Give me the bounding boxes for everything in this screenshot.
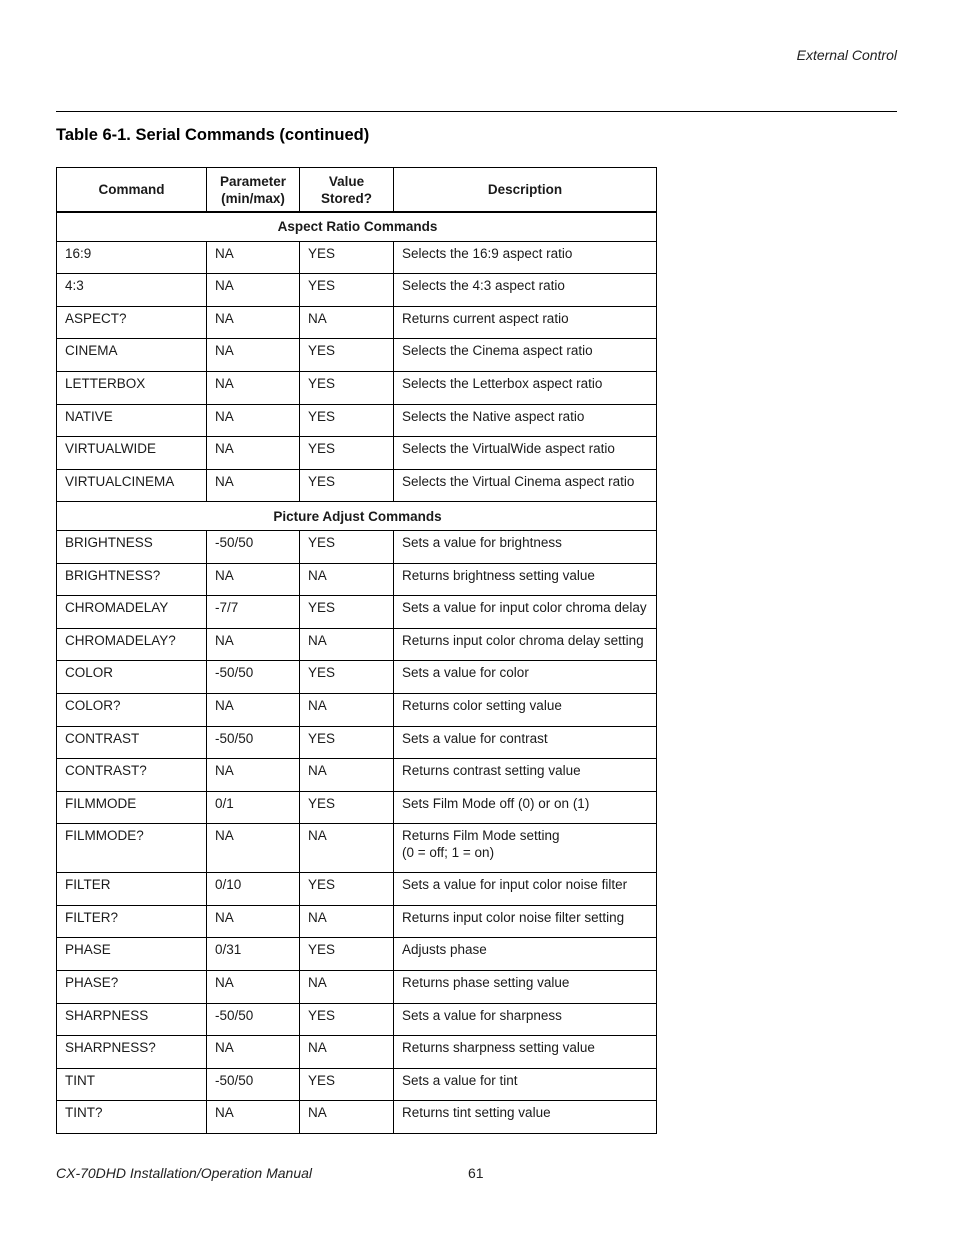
cell-parameter: -50/50 bbox=[207, 726, 300, 759]
cell-command: CONTRAST bbox=[57, 726, 207, 759]
table-row bbox=[57, 1068, 657, 1101]
cell-description bbox=[394, 339, 657, 372]
cell-value-stored: YES bbox=[300, 938, 394, 971]
cell-description bbox=[394, 873, 657, 906]
description-text: Selects the Cinema aspect ratio bbox=[402, 343, 593, 359]
cell-parameter: NA bbox=[207, 404, 300, 437]
description-text: Sets a value for input color noise filter bbox=[402, 877, 628, 893]
description-text: Returns brightness setting value bbox=[402, 567, 595, 583]
cell-command: SHARPNESS bbox=[57, 1003, 207, 1036]
table-row bbox=[57, 693, 657, 726]
cell-command: PHASE bbox=[57, 938, 207, 971]
column-header-command: Command bbox=[57, 168, 207, 213]
description-text: Sets a value for sharpness bbox=[402, 1007, 562, 1023]
cell-command: VIRTUALCINEMA bbox=[57, 469, 207, 502]
column-header-parameter bbox=[207, 168, 300, 213]
cell-description bbox=[394, 726, 657, 759]
cell-description bbox=[394, 469, 657, 502]
cell-parameter: -7/7 bbox=[207, 596, 300, 629]
cell-command: CINEMA bbox=[57, 339, 207, 372]
description-text-line2: (0 = off; 1 = on) bbox=[402, 845, 495, 861]
cell-value-stored: YES bbox=[300, 371, 394, 404]
cell-description bbox=[394, 306, 657, 339]
description-text: Sets a value for input color chroma delay bbox=[402, 600, 647, 616]
description-text: Returns input color chroma delay setting bbox=[402, 632, 644, 648]
cell-description bbox=[394, 1101, 657, 1134]
description-text: Selects the 4:3 aspect ratio bbox=[402, 278, 565, 294]
cell-value-stored: YES bbox=[300, 726, 394, 759]
cell-command: TINT? bbox=[57, 1101, 207, 1134]
cell-command: FILTER? bbox=[57, 905, 207, 938]
cell-parameter: NA bbox=[207, 563, 300, 596]
cell-description bbox=[394, 371, 657, 404]
description-text: Sets Film Mode off (0) or on (1) bbox=[402, 795, 590, 811]
cell-value-stored: NA bbox=[300, 905, 394, 938]
table-row bbox=[57, 1003, 657, 1036]
table-row bbox=[57, 596, 657, 629]
cell-value-stored: YES bbox=[300, 274, 394, 307]
cell-description bbox=[394, 824, 657, 873]
cell-description bbox=[394, 971, 657, 1004]
cell-value-stored: NA bbox=[300, 1101, 394, 1134]
section-header-row bbox=[57, 212, 657, 241]
cell-value-stored: YES bbox=[300, 873, 394, 906]
cell-value-stored: YES bbox=[300, 404, 394, 437]
cell-command: COLOR? bbox=[57, 693, 207, 726]
cell-value-stored: YES bbox=[300, 1003, 394, 1036]
cell-description bbox=[394, 628, 657, 661]
cell-command: BRIGHTNESS? bbox=[57, 563, 207, 596]
cell-value-stored: YES bbox=[300, 241, 394, 274]
table-title: Table 6-1. Serial Commands (continued) bbox=[56, 126, 370, 144]
cell-description bbox=[394, 241, 657, 274]
cell-parameter: NA bbox=[207, 824, 300, 873]
description-text: Returns Film Mode setting bbox=[402, 828, 560, 844]
cell-description bbox=[394, 437, 657, 470]
table-row bbox=[57, 938, 657, 971]
description-text: Sets a value for brightness bbox=[402, 534, 562, 550]
cell-description bbox=[394, 563, 657, 596]
table-row bbox=[57, 661, 657, 694]
cell-parameter: NA bbox=[207, 241, 300, 274]
description-text: Returns tint setting value bbox=[402, 1105, 551, 1121]
table-row bbox=[57, 824, 657, 873]
table-row bbox=[57, 1101, 657, 1134]
page-number: 61 bbox=[468, 1165, 484, 1181]
column-header-value-stored bbox=[300, 168, 394, 213]
cell-command: TINT bbox=[57, 1068, 207, 1101]
section-title: Picture Adjust Commands bbox=[57, 502, 657, 531]
cell-command: PHASE? bbox=[57, 971, 207, 1004]
cell-value-stored: NA bbox=[300, 563, 394, 596]
cell-description bbox=[394, 530, 657, 563]
column-header-parameter-line2: (min/max) bbox=[221, 190, 285, 206]
cell-parameter: -50/50 bbox=[207, 1068, 300, 1101]
cell-value-stored: NA bbox=[300, 759, 394, 792]
table-row bbox=[57, 371, 657, 404]
table-row bbox=[57, 905, 657, 938]
cell-parameter: 0/1 bbox=[207, 791, 300, 824]
cell-description bbox=[394, 1003, 657, 1036]
table-row bbox=[57, 306, 657, 339]
cell-parameter: NA bbox=[207, 1101, 300, 1134]
cell-description bbox=[394, 661, 657, 694]
table-row bbox=[57, 339, 657, 372]
cell-description bbox=[394, 596, 657, 629]
cell-command: COLOR bbox=[57, 661, 207, 694]
table-row bbox=[57, 274, 657, 307]
cell-value-stored: NA bbox=[300, 306, 394, 339]
cell-value-stored: NA bbox=[300, 693, 394, 726]
cell-value-stored: YES bbox=[300, 437, 394, 470]
column-header-value-line2: Stored? bbox=[320, 190, 372, 206]
cell-command: SHARPNESS? bbox=[57, 1036, 207, 1069]
table-row bbox=[57, 791, 657, 824]
cell-command: NATIVE bbox=[57, 404, 207, 437]
table-row bbox=[57, 469, 657, 502]
header-divider bbox=[56, 111, 897, 112]
description-text: Selects the Letterbox aspect ratio bbox=[402, 375, 603, 391]
cell-command: CHROMADELAY? bbox=[57, 628, 207, 661]
table-row bbox=[57, 759, 657, 792]
description-text: Returns color setting value bbox=[402, 697, 562, 713]
cell-description bbox=[394, 404, 657, 437]
description-text: Returns input color noise filter setting bbox=[402, 909, 625, 925]
table-row bbox=[57, 241, 657, 274]
cell-description bbox=[394, 938, 657, 971]
running-header: External Control bbox=[796, 47, 897, 63]
serial-commands-table bbox=[56, 167, 657, 1134]
description-text: Selects the VirtualWide aspect ratio bbox=[402, 441, 615, 457]
table-row bbox=[57, 726, 657, 759]
cell-description bbox=[394, 1068, 657, 1101]
table-row bbox=[57, 404, 657, 437]
cell-parameter: NA bbox=[207, 274, 300, 307]
cell-parameter: NA bbox=[207, 306, 300, 339]
cell-value-stored: NA bbox=[300, 824, 394, 873]
cell-description bbox=[394, 791, 657, 824]
cell-description bbox=[394, 1036, 657, 1069]
cell-description bbox=[394, 759, 657, 792]
cell-parameter: NA bbox=[207, 693, 300, 726]
cell-parameter: NA bbox=[207, 1036, 300, 1069]
cell-parameter: NA bbox=[207, 971, 300, 1004]
description-text: Returns phase setting value bbox=[402, 975, 570, 991]
cell-command: 16:9 bbox=[57, 241, 207, 274]
description-text: Returns current aspect ratio bbox=[402, 310, 569, 326]
cell-parameter: NA bbox=[207, 437, 300, 470]
cell-command: LETTERBOX bbox=[57, 371, 207, 404]
cell-parameter: NA bbox=[207, 759, 300, 792]
description-text: Sets a value for color bbox=[402, 665, 529, 681]
cell-value-stored: NA bbox=[300, 971, 394, 1004]
cell-parameter: 0/10 bbox=[207, 873, 300, 906]
table-body bbox=[57, 212, 657, 1134]
column-header-value-line1: Value bbox=[328, 173, 365, 189]
cell-command: ASPECT? bbox=[57, 306, 207, 339]
cell-command: BRIGHTNESS bbox=[57, 530, 207, 563]
description-text: Selects the Virtual Cinema aspect ratio bbox=[402, 473, 635, 489]
description-text: Sets a value for contrast bbox=[402, 730, 548, 746]
cell-value-stored: YES bbox=[300, 1068, 394, 1101]
cell-command: VIRTUALWIDE bbox=[57, 437, 207, 470]
cell-command: 4:3 bbox=[57, 274, 207, 307]
cell-parameter: -50/50 bbox=[207, 661, 300, 694]
description-text: Selects the Native aspect ratio bbox=[402, 408, 585, 424]
section-header-row bbox=[57, 502, 657, 531]
cell-description bbox=[394, 274, 657, 307]
cell-value-stored: YES bbox=[300, 339, 394, 372]
cell-command: CONTRAST? bbox=[57, 759, 207, 792]
cell-command: FILMMODE? bbox=[57, 824, 207, 873]
table-header-row bbox=[57, 168, 657, 213]
cell-command: FILTER bbox=[57, 873, 207, 906]
cell-value-stored: YES bbox=[300, 791, 394, 824]
section-title: Aspect Ratio Commands bbox=[57, 212, 657, 241]
table-row bbox=[57, 437, 657, 470]
cell-value-stored: YES bbox=[300, 661, 394, 694]
column-header-description: Description bbox=[394, 168, 657, 213]
table-row bbox=[57, 1036, 657, 1069]
cell-value-stored: YES bbox=[300, 530, 394, 563]
cell-description bbox=[394, 693, 657, 726]
cell-parameter: 0/31 bbox=[207, 938, 300, 971]
table-row bbox=[57, 873, 657, 906]
column-header-parameter-line1: Parameter bbox=[219, 173, 287, 189]
description-text: Sets a value for tint bbox=[402, 1072, 518, 1088]
description-text: Adjusts phase bbox=[402, 942, 487, 958]
cell-command: CHROMADELAY bbox=[57, 596, 207, 629]
cell-value-stored: YES bbox=[300, 596, 394, 629]
cell-parameter: -50/50 bbox=[207, 530, 300, 563]
cell-parameter: NA bbox=[207, 339, 300, 372]
cell-description bbox=[394, 905, 657, 938]
description-text: Returns sharpness setting value bbox=[402, 1040, 595, 1056]
cell-parameter: NA bbox=[207, 628, 300, 661]
table-row bbox=[57, 971, 657, 1004]
description-text: Selects the 16:9 aspect ratio bbox=[402, 245, 573, 261]
cell-parameter: NA bbox=[207, 469, 300, 502]
cell-value-stored: YES bbox=[300, 469, 394, 502]
table-row bbox=[57, 563, 657, 596]
cell-parameter: -50/50 bbox=[207, 1003, 300, 1036]
table-row bbox=[57, 530, 657, 563]
cell-value-stored: NA bbox=[300, 628, 394, 661]
cell-command: FILMMODE bbox=[57, 791, 207, 824]
cell-value-stored: NA bbox=[300, 1036, 394, 1069]
cell-parameter: NA bbox=[207, 905, 300, 938]
table-row bbox=[57, 628, 657, 661]
description-text: Returns contrast setting value bbox=[402, 763, 581, 779]
cell-parameter: NA bbox=[207, 371, 300, 404]
footer-manual-title: CX-70DHD Installation/Operation Manual bbox=[56, 1165, 313, 1181]
